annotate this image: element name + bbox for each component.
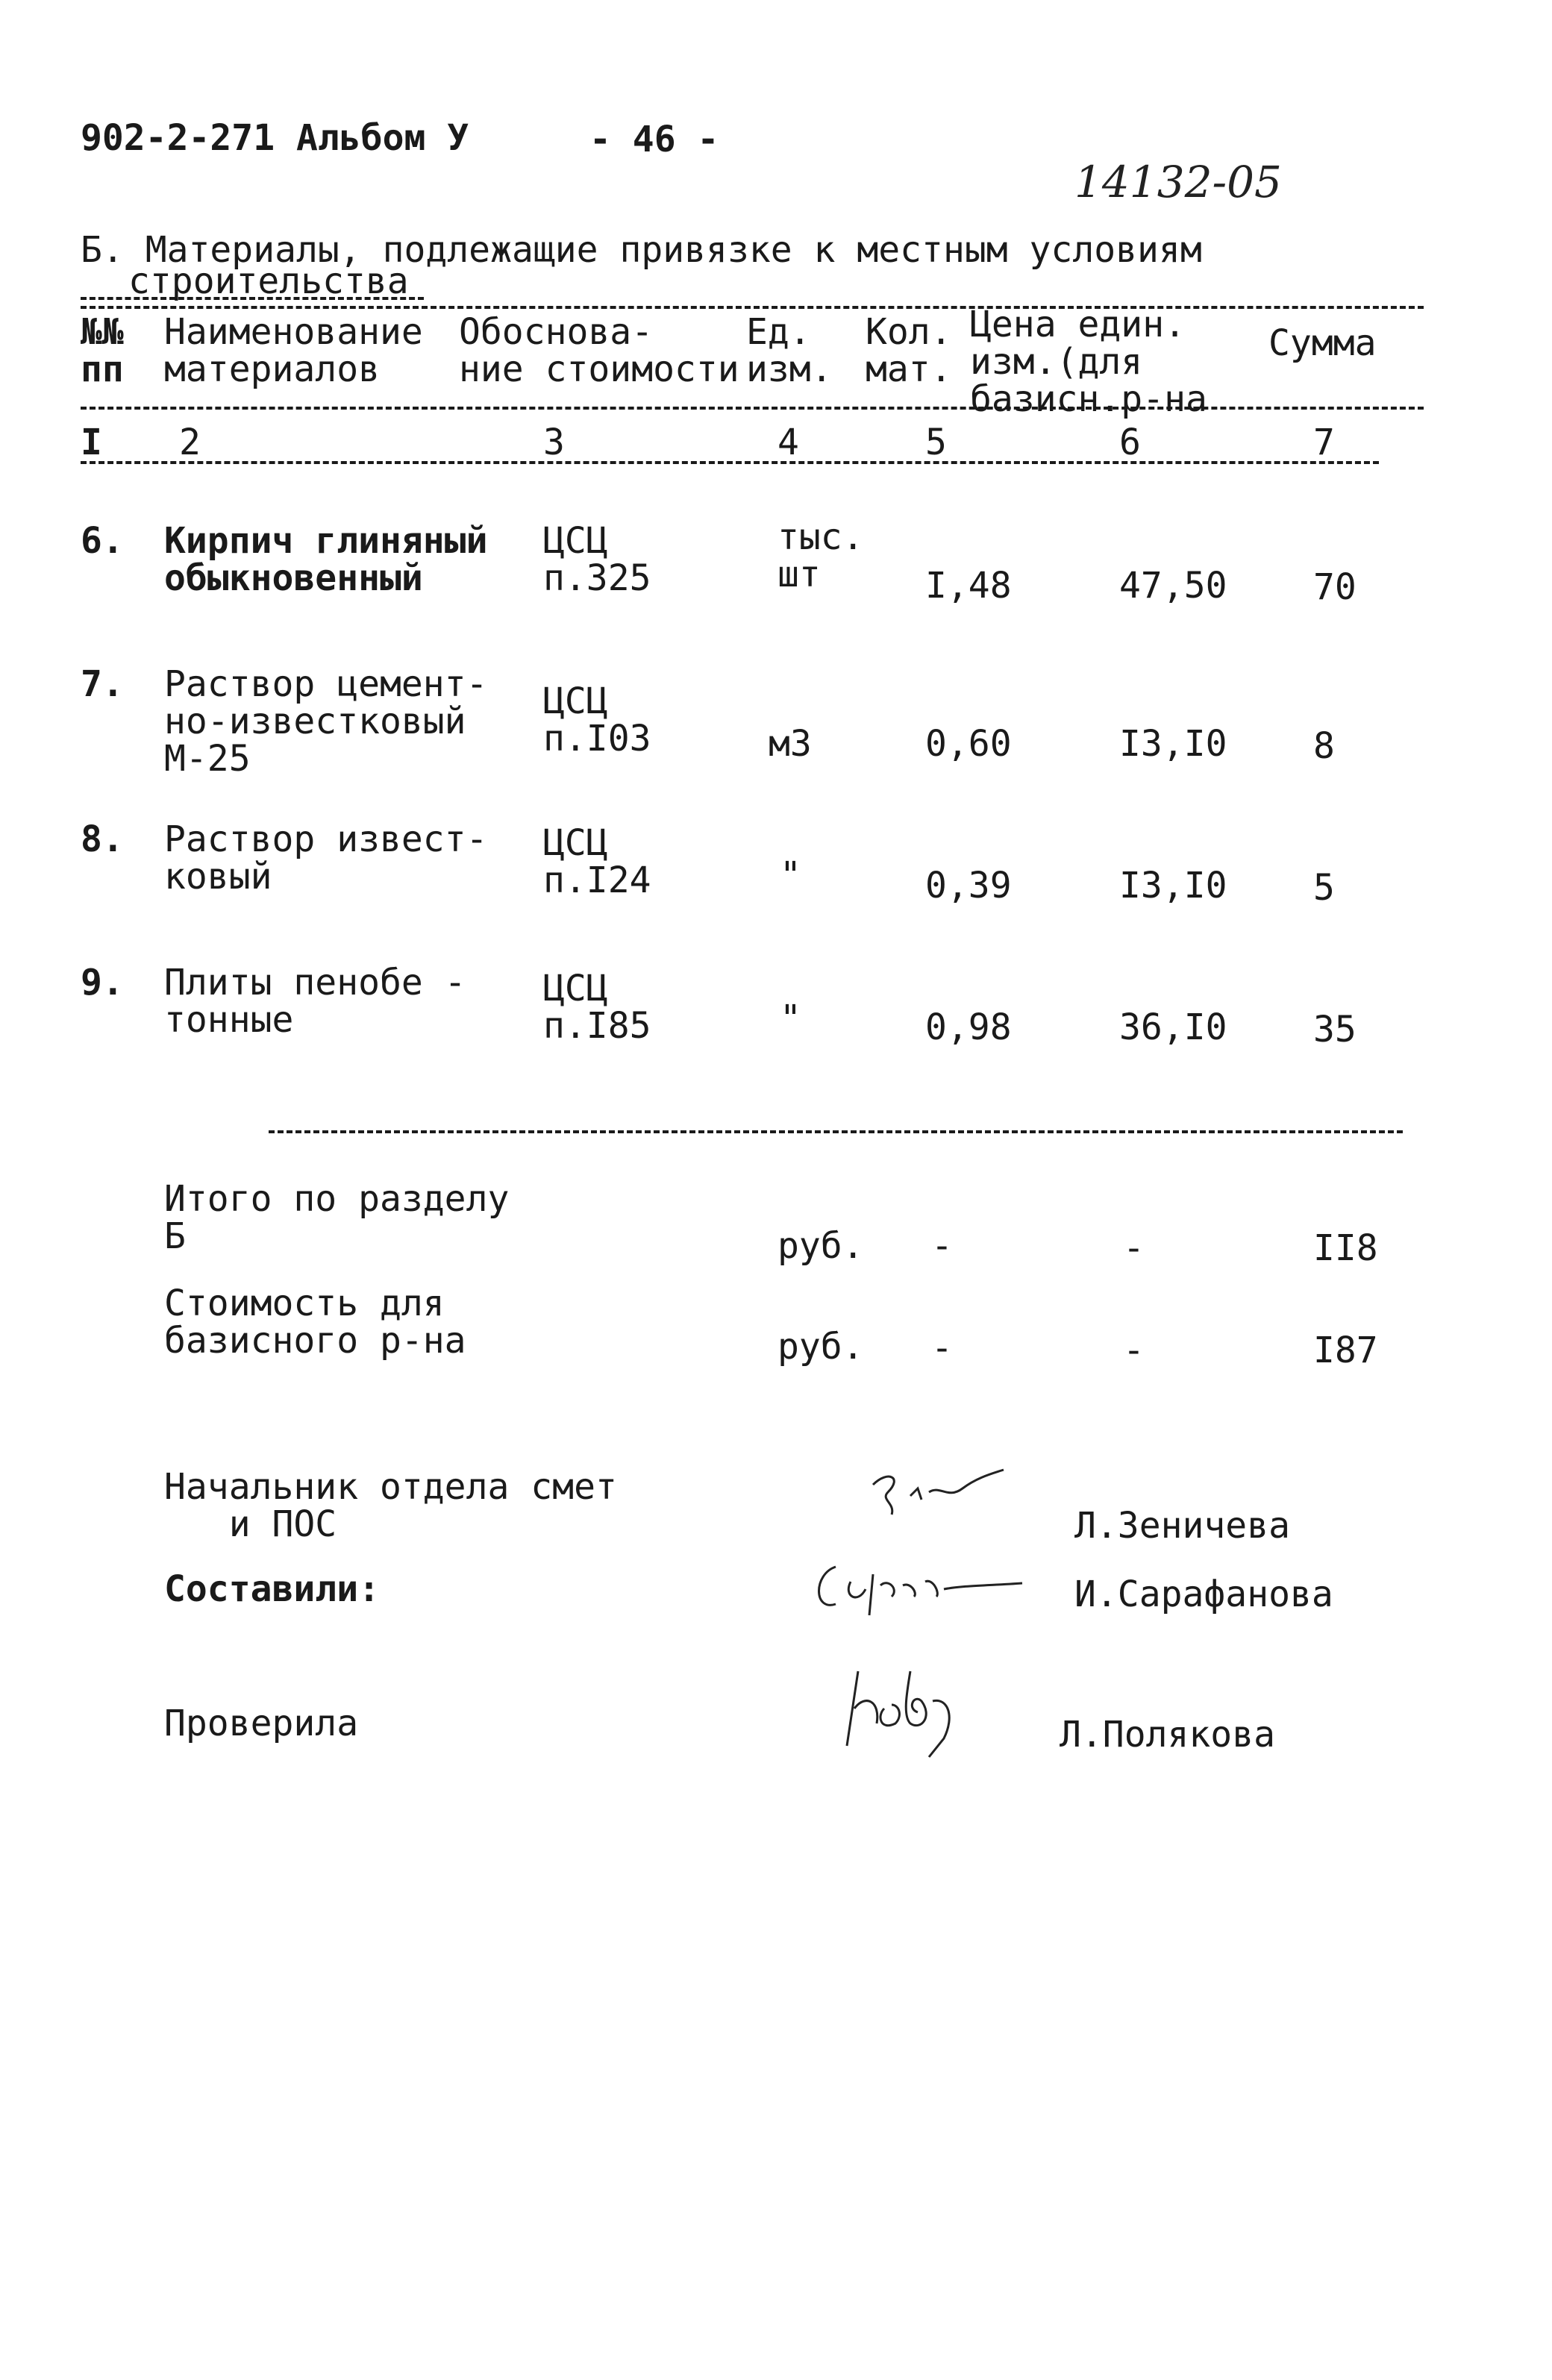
col-number-2: 2 — [179, 422, 201, 463]
col-number-1: I — [81, 422, 102, 463]
quantity: 0,39 — [925, 865, 1012, 906]
total-sum: I87 — [1313, 1330, 1378, 1371]
section-title-continuation: строительства — [128, 260, 409, 302]
sum: 5 — [1313, 867, 1335, 909]
section-title: Б. Материалы, подлежащие привязке к местным условиям — [81, 229, 1202, 271]
total-unit: руб. — [777, 1225, 864, 1267]
document-code: 902-2-271 Альбом У — [81, 117, 469, 159]
material-name: Раствор извест- ковый — [164, 818, 488, 898]
col-number-3: 3 — [543, 422, 565, 463]
material-name: Раствор цемент- но-известковый М-25 — [164, 663, 488, 780]
total-price: - — [1123, 1330, 1145, 1371]
col-header-number: №№ пп — [81, 311, 124, 390]
quantity: 0,98 — [925, 1006, 1012, 1048]
col-number-6: 6 — [1119, 422, 1141, 463]
quantity: 0,60 — [925, 723, 1012, 765]
header-top-rule — [81, 306, 1424, 309]
header-middle-rule — [81, 407, 1424, 410]
sum: 35 — [1313, 1009, 1357, 1050]
col-number-5: 5 — [925, 422, 947, 463]
row-number: 9. — [81, 962, 124, 1003]
cost-basis: ЦСЦ п.I24 — [543, 822, 651, 901]
total-price: - — [1123, 1227, 1145, 1269]
title-underline — [81, 297, 424, 300]
sum: 8 — [1313, 725, 1335, 767]
total-unit: руб. — [777, 1326, 864, 1368]
total-quantity: - — [931, 1225, 953, 1267]
checked-by-name: Л.Полякова — [1060, 1714, 1275, 1756]
page-number: - 46 - — [589, 119, 719, 160]
unit-ditto: " — [780, 854, 801, 896]
signature-zenicheva — [858, 1462, 1007, 1529]
cost-basis: ЦСЦ п.I85 — [543, 968, 651, 1047]
unit: тыс. шт — [777, 516, 864, 595]
col-number-7: 7 — [1313, 422, 1335, 463]
unit-price: 36,I0 — [1119, 1006, 1227, 1048]
head-of-department-label: Начальник отдела смет и ПОС — [164, 1466, 617, 1545]
head-of-department-name: Л.Зеничева — [1074, 1505, 1290, 1547]
row-number: 6. — [81, 520, 124, 562]
total-sum: II8 — [1313, 1227, 1378, 1269]
unit-price: I3,I0 — [1119, 723, 1227, 765]
col-header-sum: Сумма — [1268, 322, 1377, 364]
unit-price: 47,50 — [1119, 565, 1227, 607]
col-header-quantity: Кол. мат. — [866, 311, 952, 390]
cost-basis: ЦСЦ п.I03 — [543, 680, 651, 760]
cost-basis: ЦСЦ п.325 — [543, 520, 651, 599]
unit-price: I3,I0 — [1119, 865, 1227, 906]
total-label: Стоимость для базисного р-на — [164, 1283, 466, 1362]
compiled-by-label: Составили: — [164, 1568, 380, 1610]
compiled-by-name: И.Сарафанова — [1074, 1573, 1333, 1615]
unit-ditto: " — [780, 998, 801, 1039]
checked-by-label: Проверила — [164, 1703, 359, 1744]
total-label: Итого по разделу Б — [164, 1178, 510, 1257]
signature-sarafanova — [806, 1544, 1030, 1626]
col-header-name: Наименование материалов — [164, 311, 423, 390]
material-name: Кирпич глиняный обыкновенный — [164, 520, 488, 599]
row-number: 7. — [81, 663, 124, 705]
material-name: Плиты пенобе - тонные — [164, 962, 466, 1041]
totals-separator — [269, 1130, 1403, 1133]
column-numbers-rule — [81, 461, 1379, 464]
sum: 70 — [1313, 566, 1357, 608]
col-header-unit-price: Цена един. изм.(для базисн.р-на — [970, 304, 1207, 420]
col-header-unit: Ед. изм. — [746, 311, 833, 390]
row-number: 8. — [81, 818, 124, 860]
col-number-4: 4 — [777, 422, 799, 463]
handwritten-archive-code: 14132-05 — [1074, 157, 1282, 207]
col-header-basis: Обоснова- ние стоимости — [459, 311, 739, 390]
unit: м3 — [769, 723, 812, 765]
quantity: I,48 — [925, 565, 1012, 607]
signature-polyakova — [836, 1656, 985, 1761]
total-quantity: - — [931, 1327, 953, 1369]
